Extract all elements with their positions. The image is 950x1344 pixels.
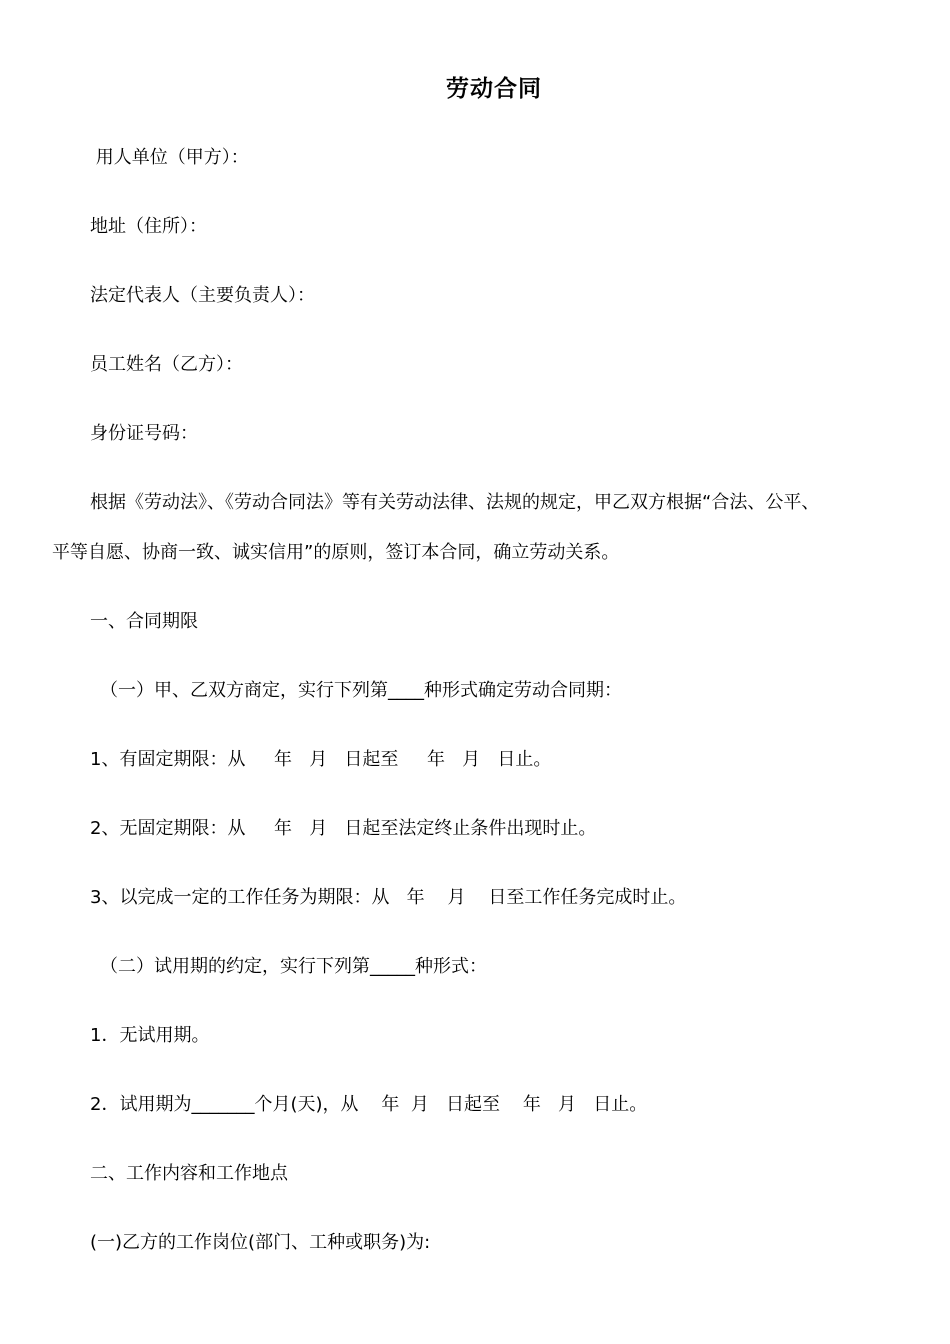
id-number-field: 身份证号码： [90,423,198,444]
preamble-line-1: 根据《劳动法》、《劳动合同法》等有关劳动法律、法规的规定，甲乙双方根据“合法、公平、 [90,492,820,513]
clause-term-form: （一）甲、乙双方商定，实行下列第____种形式确定劳动合同期： [100,680,622,701]
probation-option-none: 1．无试用期。 [90,1025,210,1046]
probation-option-period: 2．试用期为_______个月(天)，从 年 月 日起至 年 月 日止。 [90,1094,648,1115]
term-option-fixed: 1、有固定期限：从 年 月 日起至 年 月 日止。 [90,749,552,770]
document-title: 劳动合同 [446,76,542,102]
section-heading-term: 一、合同期限 [90,611,198,632]
term-option-task: 3、以完成一定的工作任务为期限：从 年 月 日至工作任务完成时止。 [90,887,687,908]
employer-field: 用人单位（甲方）： [90,147,249,168]
preamble-line-2: 平等自愿、协商一致、诚实信用”的原则，签订本合同，确立劳动关系。 [52,542,620,563]
employee-name-field: 员工姓名（乙方）： [90,354,243,375]
clause-work-position: (一)乙方的工作岗位(部门、工种或职务)为: [90,1232,431,1253]
section-heading-work: 二、工作内容和工作地点 [90,1163,288,1184]
clause-probation-form: （二）试用期的约定，实行下列第_____种形式： [100,956,487,977]
term-option-open: 2、无固定期限：从 年 月 日起至法定终止条件出现时止。 [90,818,597,839]
legal-representative-field: 法定代表人（主要负责人）： [90,285,315,306]
address-field: 地址（住所）： [90,216,207,237]
